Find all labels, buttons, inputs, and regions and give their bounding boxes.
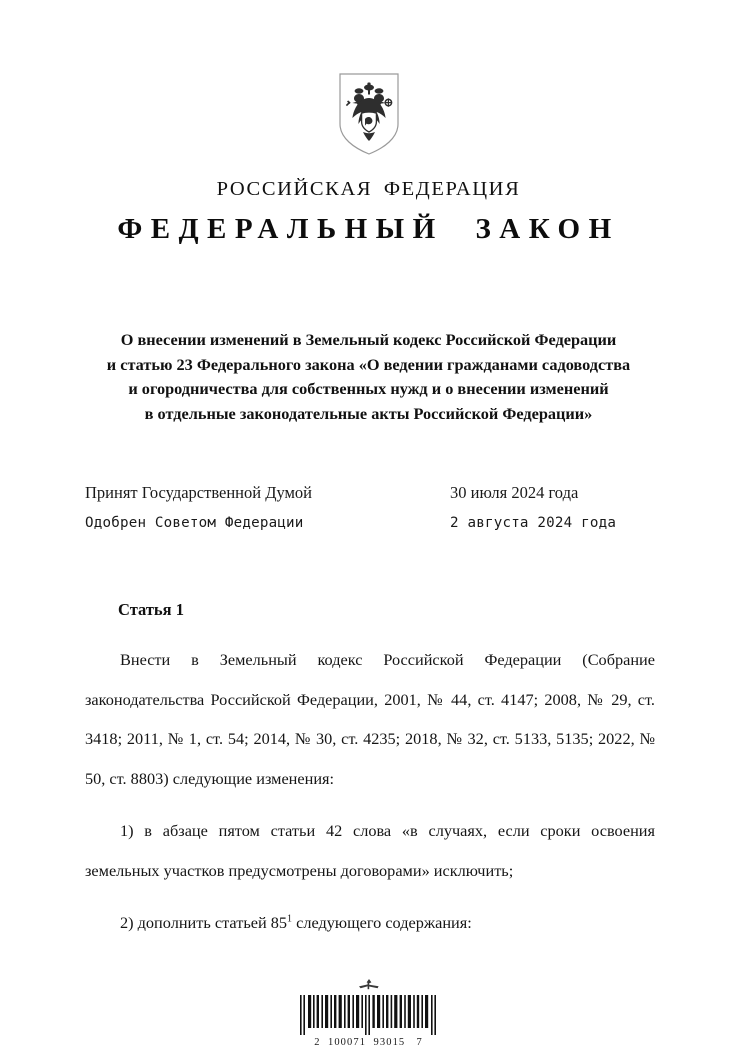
law-title-line: и статью 23 Федерального закона «О ведении гражданами садоводства xyxy=(106,354,631,374)
state-duma-label: Принят Государственной Думой xyxy=(85,483,313,502)
coat-of-arms-container xyxy=(0,72,737,156)
law-title xyxy=(68,328,669,426)
barcode-number: 2 100071 93015 7 xyxy=(314,1037,423,1045)
state-duma-date: 30 июля 2024 года xyxy=(450,483,579,502)
barcode-bars xyxy=(297,995,441,1035)
coat-of-arms-of-russia-icon xyxy=(338,72,400,156)
law-title-line: О внесении изменений в Земельный кодекс Российской Федерации xyxy=(120,330,617,349)
state-duma-adoption-row xyxy=(85,478,655,508)
article-body xyxy=(85,640,655,943)
article-paragraph: 1) в абзаце пятом статьи 42 слова «в случаях, если сроки освоения земельных участков предусмотрены договорами» исключить; xyxy=(85,821,655,880)
article-paragraph: Внести в Земельный кодекс Российской Федерации (Собрание законодательства Российской Федерации, 2001, № 44, ст. 4147; 2008, № 29, ст. 3418; 2011, № 1, ст. 54; 2014, № 30, ст. 4235; 2018, № 32, ст. 5133, 5135; 2022, № 50, ст. 8803) следующие изменения: xyxy=(85,650,655,788)
item-two-superscript: 1 xyxy=(287,913,293,925)
article-heading: Статья 1 xyxy=(118,600,184,619)
item-two-suffix: следующего содержания: xyxy=(292,913,472,932)
publisher-emblem-icon xyxy=(356,978,382,993)
federation-council-label: Одобрен Советом Федерации xyxy=(85,515,304,531)
barcode-area xyxy=(0,978,737,1045)
federation-council-approval-row xyxy=(85,508,655,538)
law-title-line: в отдельные законодательные акты Российской Федерации» xyxy=(144,403,593,423)
law-title-line: и огородничества для собственных нужд и о внесении изменений xyxy=(128,379,609,399)
federation-council-date: 2 августа 2024 года xyxy=(450,515,617,531)
adoption-block xyxy=(85,478,655,538)
country-heading: РОССИЙСКАЯ ФЕДЕРАЦИЯ xyxy=(216,178,521,200)
item-two-prefix: 2) дополнить статьей 85 xyxy=(120,913,288,932)
article-paragraph-item-two xyxy=(85,903,655,943)
document-type-heading: ФЕДЕРАЛЬНЫЙ ЗАКОН xyxy=(117,213,620,245)
